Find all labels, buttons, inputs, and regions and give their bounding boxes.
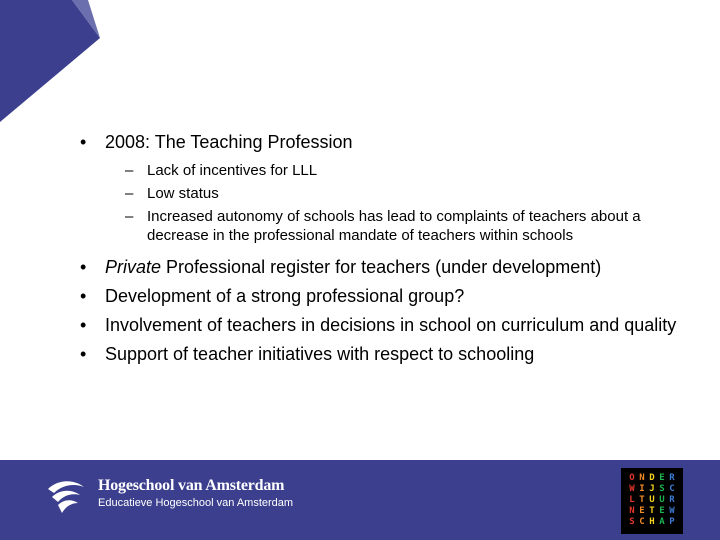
- badge-letter: C: [639, 517, 645, 527]
- footer-bar: [0, 460, 720, 540]
- bullet-1: [80, 130, 700, 154]
- badge-letter: S: [629, 517, 635, 527]
- bullet-text: Involvement of teachers in decisions in school on curriculum and quality: [105, 315, 677, 335]
- badge-letter-grid: [627, 473, 677, 528]
- badge-letter: S: [659, 484, 665, 494]
- badge-letter: D: [649, 473, 655, 483]
- org-subtitle: Educatieve Hogeschool van Amsterdam: [98, 497, 294, 509]
- sub-bullet-text: Low status: [147, 185, 219, 202]
- badge-letter: A: [659, 517, 665, 527]
- hva-logo-icon: [44, 475, 88, 519]
- slide-content: [80, 130, 700, 366]
- bullet-text: Development of a strong professional group?: [105, 286, 465, 306]
- badge-letter: N: [629, 506, 635, 516]
- badge-letter: P: [669, 517, 675, 527]
- sub-bullet-text: Lack of incentives for LLL: [147, 162, 318, 179]
- badge-letter: R: [669, 473, 675, 483]
- bullet-text-rest: Professional register for teachers (under development): [161, 257, 602, 277]
- onderwijscultuurwetenschap-badge: [621, 468, 683, 534]
- sub-bullet-2: [125, 184, 700, 203]
- badge-letter: E: [659, 473, 665, 483]
- badge-letter: I: [639, 484, 645, 494]
- badge-letter: H: [649, 517, 655, 527]
- emphasis-text: Private: [105, 257, 162, 277]
- bullet-3: [80, 284, 700, 308]
- badge-letter: C: [669, 484, 675, 494]
- dash-marker: –: [125, 208, 134, 225]
- bullet-2: [80, 255, 700, 279]
- badge-letter: O: [629, 473, 635, 483]
- badge-letter: J: [649, 484, 655, 494]
- corner-decoration: [0, 0, 120, 130]
- bullet-5: [80, 342, 700, 366]
- badge-letter: W: [669, 506, 675, 516]
- dash-marker: –: [125, 162, 134, 179]
- bullet-marker: •: [80, 132, 87, 152]
- bullet-text: 2008: The Teaching Profession: [105, 132, 353, 152]
- sub-bullet-text: Increased autonomy of schools has lead to complaints of teachers about a decrease in the professional mandate of teachers within schools: [147, 208, 641, 244]
- badge-letter: W: [629, 484, 635, 494]
- sub-bullet-1: [125, 161, 700, 180]
- bullet-marker: •: [80, 315, 87, 335]
- badge-letter: U: [659, 495, 665, 505]
- bullet-text: [105, 255, 601, 279]
- bullet-marker: •: [80, 286, 87, 306]
- badge-letter: E: [639, 506, 645, 516]
- sub-bullet-3: [125, 207, 700, 245]
- bullet-4: [80, 313, 700, 337]
- badge-letter: U: [649, 495, 655, 505]
- dash-marker: –: [125, 185, 134, 202]
- badge-letter: L: [629, 495, 635, 505]
- badge-letter: R: [669, 495, 675, 505]
- badge-letter: T: [639, 495, 645, 505]
- badge-letter: E: [659, 506, 665, 516]
- org-name: Hogeschool van Amsterdam: [98, 477, 285, 494]
- bullet-marker: •: [80, 344, 87, 364]
- badge-letter: N: [639, 473, 645, 483]
- bullet-marker: •: [80, 257, 87, 277]
- badge-letter: T: [649, 506, 655, 516]
- bullet-text: Support of teacher initiatives with respect to schooling: [105, 344, 535, 364]
